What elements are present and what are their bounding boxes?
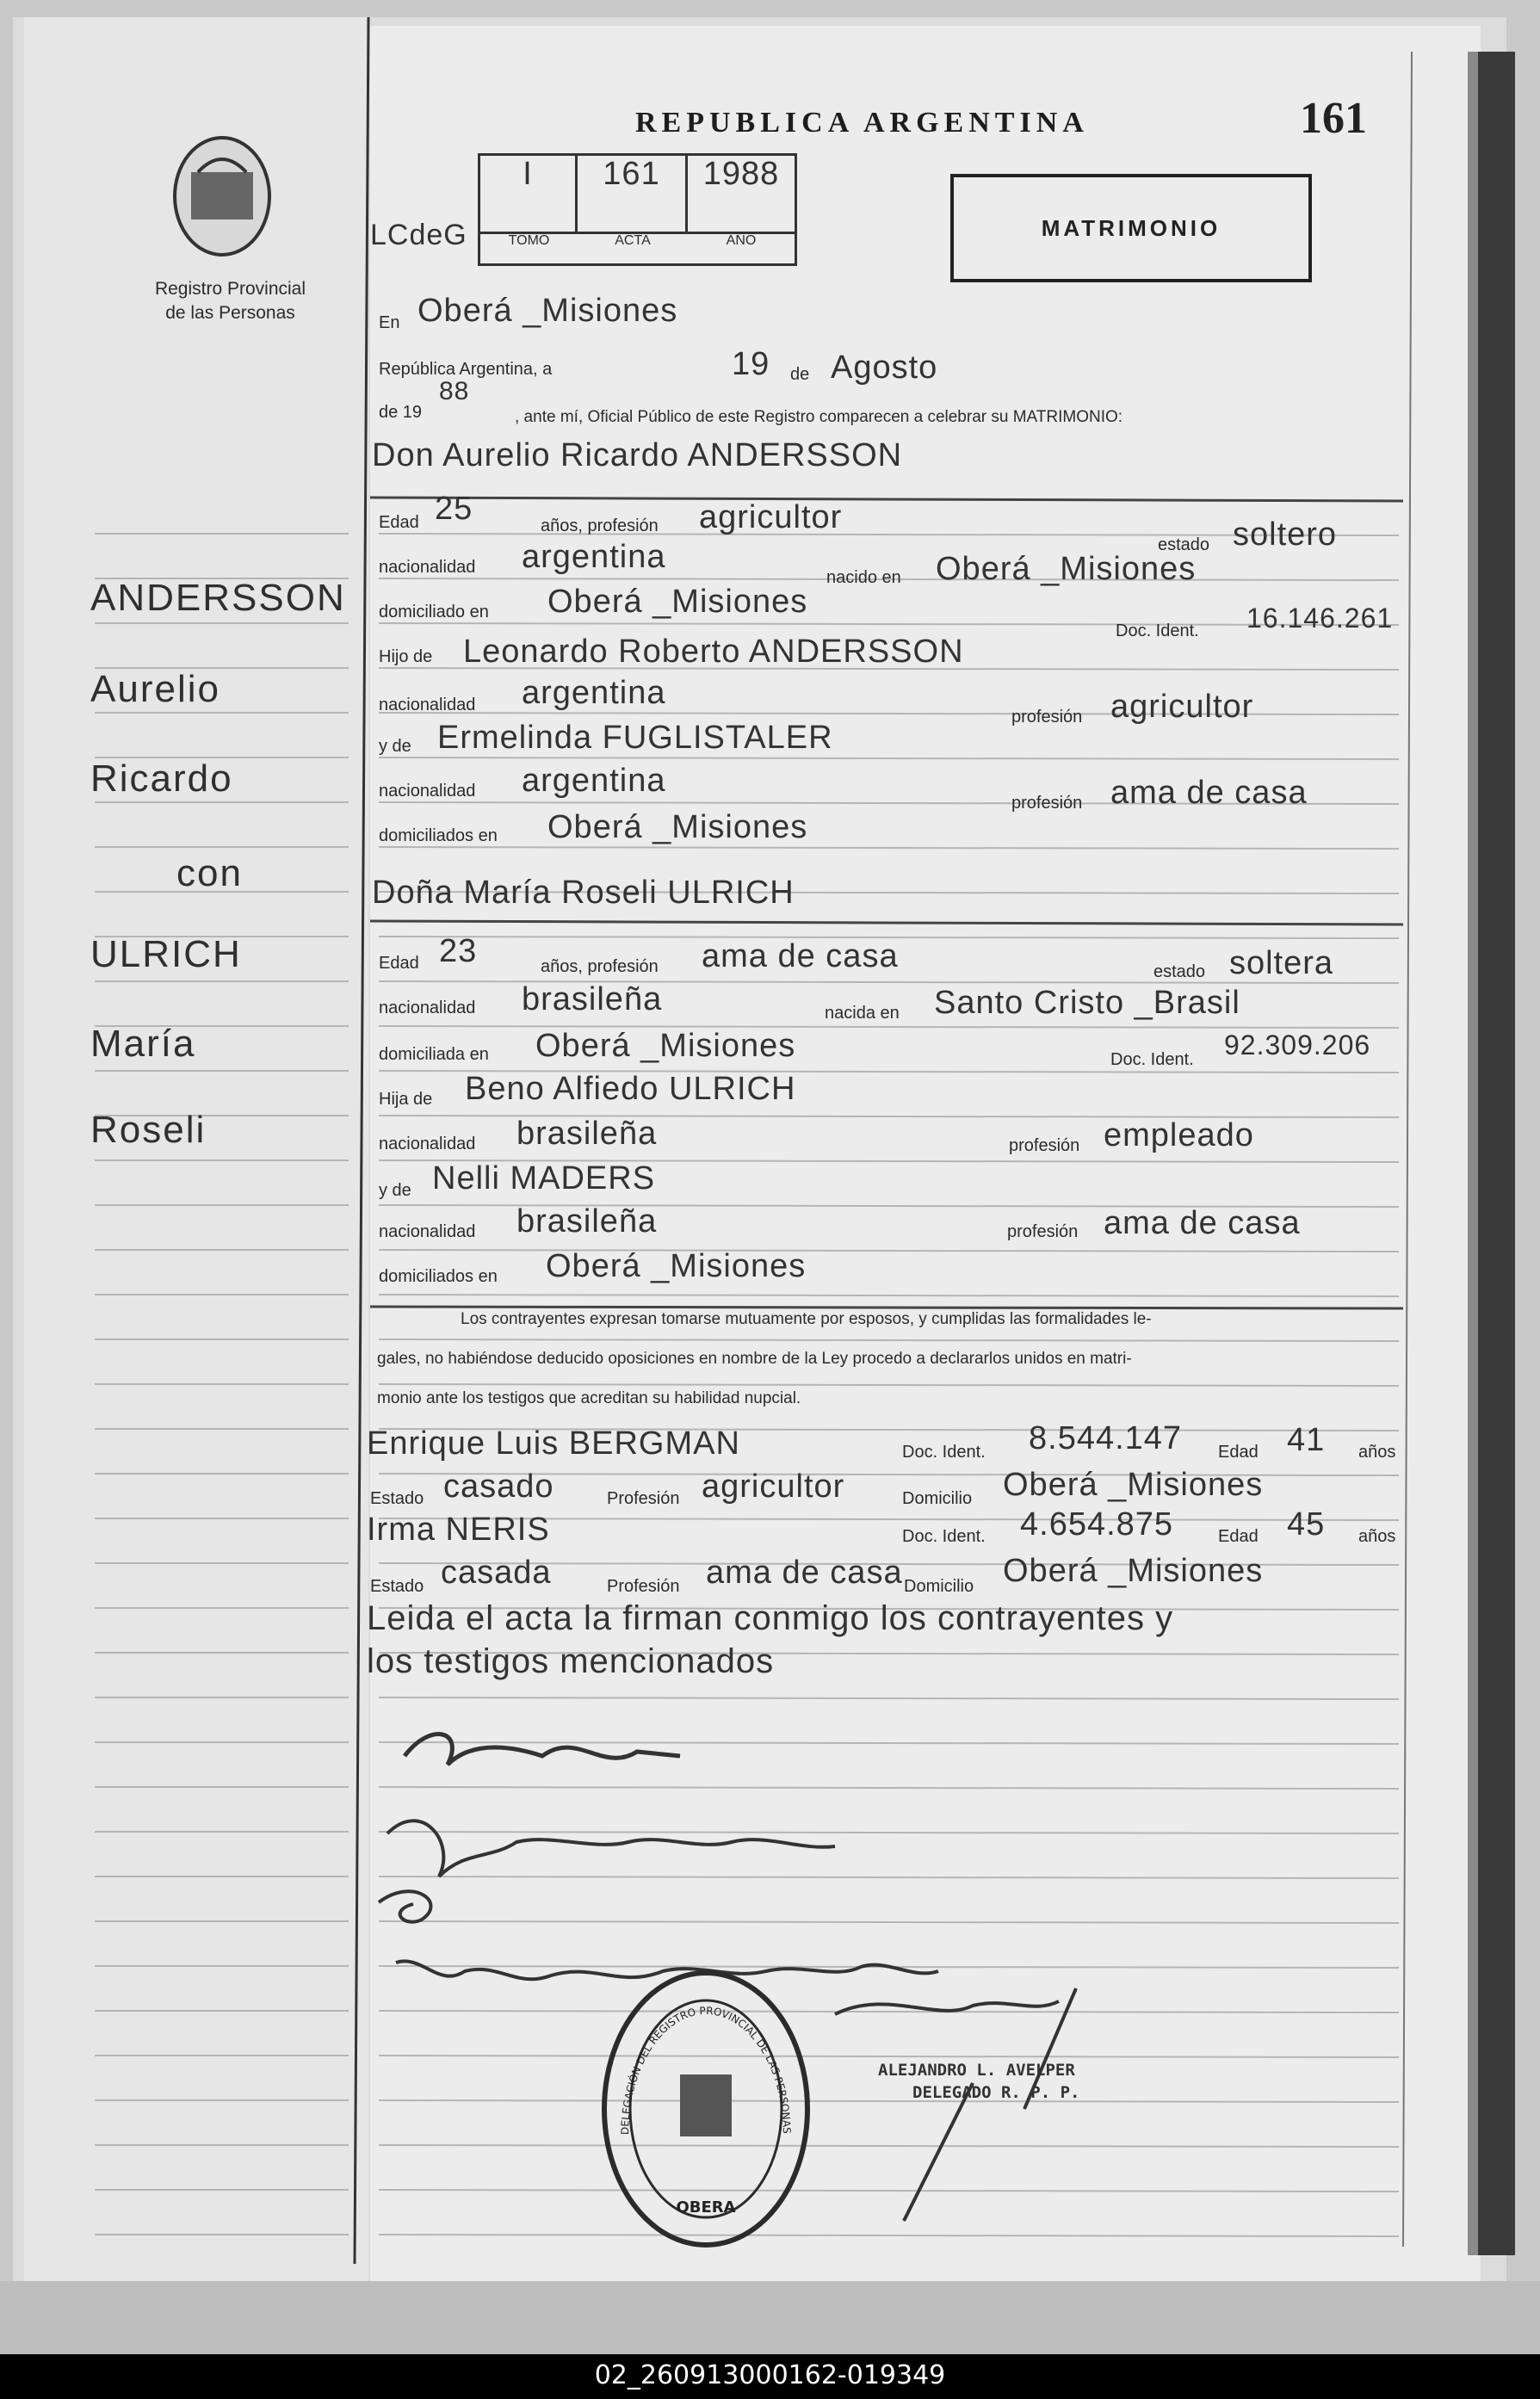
- witness1-estado-label: Estado: [370, 1489, 424, 1508]
- bride-madre: Nelli MADERS: [432, 1160, 656, 1196]
- groom-padre-prof: agricultor: [1110, 689, 1254, 725]
- de-label: de: [790, 365, 810, 384]
- side-name-groom-2: Ricardo: [90, 757, 233, 800]
- bride-madre-prof-label: profesión: [1007, 1222, 1079, 1241]
- act-reference-box: [478, 153, 797, 266]
- witness2-edad-label: Edad: [1218, 1527, 1259, 1546]
- official-name: ALEJANDRO L. AVELPER: [878, 2061, 1075, 2080]
- side-name-bride-2: Roseli: [90, 1109, 207, 1151]
- witness1-dom-label: Domicilio: [902, 1489, 973, 1508]
- bride-profesion: ama de casa: [702, 938, 899, 974]
- stamp-bottom-text: OBERA: [676, 2198, 736, 2217]
- bride-yde-label: y de: [379, 1181, 411, 1200]
- en-label: En: [379, 313, 400, 332]
- side-name-groom-1: Aurelio: [90, 668, 220, 710]
- bride-edad-label: Edad: [379, 954, 419, 973]
- witness2-doc: 4.654.875: [1020, 1506, 1174, 1543]
- bride-doms-label: domiciliados en: [379, 1267, 498, 1286]
- groom-edad: 25: [435, 491, 473, 527]
- witness2-name: Irma NERIS: [367, 1512, 550, 1548]
- groom-dom-label: domiciliado en: [379, 603, 489, 621]
- witness1-name: Enrique Luis BERGMAN: [367, 1425, 740, 1462]
- groom-name: Don Aurelio Ricardo ANDERSSON: [372, 437, 903, 473]
- witness2-doc-label: Doc. Ident.: [902, 1527, 986, 1546]
- groom-nacido-en: Oberá _Misiones: [936, 551, 1197, 587]
- witness1-doc-label: Doc. Ident.: [902, 1443, 986, 1462]
- groom-estado: soltero: [1233, 516, 1338, 553]
- groom-hijo-label: Hijo de: [379, 647, 433, 666]
- bride-nacida-en: Santo Cristo _Brasil: [934, 985, 1240, 1021]
- witness2-dom-label: Domicilio: [904, 1577, 974, 1596]
- groom-nac-label: nacionalidad: [379, 558, 476, 577]
- witness1-edad-label: Edad: [1218, 1443, 1259, 1462]
- legal-line-1: Los contrayentes expresan tomarse mutuamente por esposos, y cumplidas las formalidades le-: [461, 1310, 1152, 1328]
- year-suffix: 88: [439, 377, 470, 405]
- groom-padre: Leonardo Roberto ANDERSSON: [463, 634, 964, 670]
- bride-profesion-label: años, profesión: [541, 957, 659, 976]
- intro-statement: , ante mí, Oficial Público de este Registro comparecen a celebrar su MATRIMONIO:: [515, 408, 1123, 426]
- tomo-value: I: [523, 156, 533, 192]
- groom-madre-prof: ama de casa: [1110, 775, 1308, 811]
- groom-madre-nac: argentina: [522, 763, 666, 799]
- side-surname-groom: ANDERSSON: [90, 577, 346, 619]
- place-value: Oberá _Misiones: [417, 293, 678, 329]
- groom-profesion-label: años, profesión: [541, 516, 659, 535]
- official-signature: [835, 1988, 1076, 2221]
- witness1-doc: 8.544.147: [1029, 1420, 1183, 1456]
- image-id-caption: 02_260913000162-019349: [594, 2360, 946, 2390]
- groom-madre-nac-label: nacionalidad: [379, 782, 476, 801]
- groom-padre-prof-label: profesión: [1011, 708, 1083, 727]
- groom-padre-nac: argentina: [522, 675, 666, 711]
- groom-doc-label: Doc. Ident.: [1116, 621, 1199, 640]
- groom-madre: Ermelinda FUGLISTALER: [437, 720, 833, 756]
- republic-title: REPUBLICA ARGENTINA: [635, 107, 1089, 139]
- groom-edad-label: Edad: [379, 513, 419, 532]
- witness2-estado-label: Estado: [370, 1577, 424, 1596]
- bride-doc-label: Doc. Ident.: [1110, 1050, 1194, 1069]
- year-prefix: de 19: [379, 403, 423, 422]
- bride-nacida-label: nacida en: [825, 1004, 900, 1023]
- groom-yde-label: y de: [379, 737, 411, 756]
- bride-madre-nac-label: nacionalidad: [379, 1222, 476, 1241]
- bride-padre-nac: brasileña: [516, 1116, 658, 1152]
- act-prefix: LCdeG: [370, 219, 467, 251]
- groom-estado-label: estado: [1158, 535, 1210, 554]
- bride-estado: soltera: [1229, 945, 1334, 981]
- witness2-domicilio: Oberá _Misiones: [1003, 1553, 1264, 1589]
- bride-madre-prof: ama de casa: [1104, 1205, 1301, 1241]
- witness2-prof-label: Profesión: [607, 1577, 680, 1596]
- side-surname-bride: ULRICH: [90, 933, 242, 975]
- groom-madre-prof-label: profesión: [1011, 794, 1083, 813]
- anio-label: AÑO: [726, 233, 757, 248]
- acta-label: ACTA: [615, 233, 651, 248]
- groom-padre-nac-label: nacionalidad: [379, 696, 476, 714]
- bride-doc: 92.309.206: [1224, 1029, 1371, 1060]
- witness1-edad: 41: [1287, 1422, 1326, 1458]
- provincial-crest-emblem: [175, 138, 269, 255]
- matrimonio-box: MATRIMONIO: [950, 174, 1312, 282]
- day-value: 19: [732, 346, 770, 382]
- side-connector: con: [176, 852, 243, 894]
- bride-hija-label: Hija de: [379, 1090, 433, 1109]
- bride-name: Doña María Roseli ULRICH: [372, 875, 795, 911]
- bride-madre-nac: brasileña: [516, 1203, 658, 1240]
- acta-value: 161: [603, 156, 660, 192]
- groom-signature: [405, 1734, 680, 1765]
- registro-line2: de las Personas: [165, 303, 295, 323]
- bride-padre-nac-label: nacionalidad: [379, 1135, 476, 1153]
- bride-nac-label: nacionalidad: [379, 999, 476, 1017]
- month-value: Agosto: [831, 349, 938, 386]
- stamp-top-text: DELEGACIÓN DEL REGISTRO PROVINCIAL DE LAS PERSONAS: [618, 2004, 794, 2136]
- bride-domicilio: Oberá _Misiones: [535, 1028, 796, 1064]
- bride-padre: Beno Alfiedo ULRICH: [465, 1071, 796, 1107]
- bride-dom-label: domiciliada en: [379, 1045, 489, 1064]
- groom-nacido-label: nacido en: [826, 568, 901, 587]
- legal-line-2: gales, no habiéndose deducido oposiciones en nombre de la Ley procedo a declararlos unidos en matri-: [377, 1350, 1132, 1368]
- bride-estado-label: estado: [1153, 962, 1206, 981]
- groom-domicilio: Oberá _Misiones: [547, 584, 808, 620]
- witness2-estado: casada: [441, 1555, 552, 1591]
- republica-label: República Argentina, a: [379, 360, 553, 379]
- legal-line-3: monio ante los testigos que acreditan su habilidad nupcial.: [377, 1389, 801, 1407]
- page-number: 161: [1300, 94, 1367, 143]
- anio-value: 1988: [702, 156, 780, 192]
- witness2-anos-label: años: [1358, 1527, 1396, 1546]
- groom-padres-dom: Oberá _Misiones: [547, 809, 808, 845]
- bride-nacionalidad: brasileña: [522, 981, 663, 1017]
- tomo-label: TOMO: [508, 233, 550, 248]
- witness2-profesion: ama de casa: [706, 1555, 903, 1591]
- official-oval-stamp: [594, 1963, 818, 2255]
- official-title: DELEGADO R. P. P.: [912, 2083, 1080, 2102]
- closing-line-2: los testigos mencionados: [367, 1642, 775, 1680]
- bride-signature: [387, 1821, 835, 1877]
- groom-nacionalidad: argentina: [522, 539, 666, 575]
- bride-edad: 23: [439, 933, 478, 969]
- groom-doms-label: domiciliados en: [379, 826, 498, 845]
- side-name-bride-1: María: [90, 1023, 196, 1065]
- witness1-profesion: agricultor: [702, 1468, 845, 1505]
- groom-doc: 16.146.261: [1246, 603, 1394, 634]
- witness2-edad: 45: [1287, 1506, 1326, 1543]
- witness1-estado: casado: [443, 1468, 554, 1505]
- bride-padre-prof: empleado: [1104, 1117, 1254, 1153]
- bride-padres-dom: Oberá _Misiones: [546, 1248, 807, 1284]
- witness1-anos-label: años: [1358, 1443, 1396, 1462]
- registro-line1: Registro Provincial: [154, 279, 306, 299]
- groom-profesion: agricultor: [699, 499, 843, 535]
- witness1-prof-label: Profesión: [607, 1489, 680, 1508]
- witness1-domicilio: Oberá _Misiones: [1003, 1467, 1264, 1503]
- closing-line-1: Leida el acta la firman conmigo los contrayentes y: [367, 1599, 1174, 1637]
- bride-padre-prof-label: profesión: [1009, 1136, 1080, 1155]
